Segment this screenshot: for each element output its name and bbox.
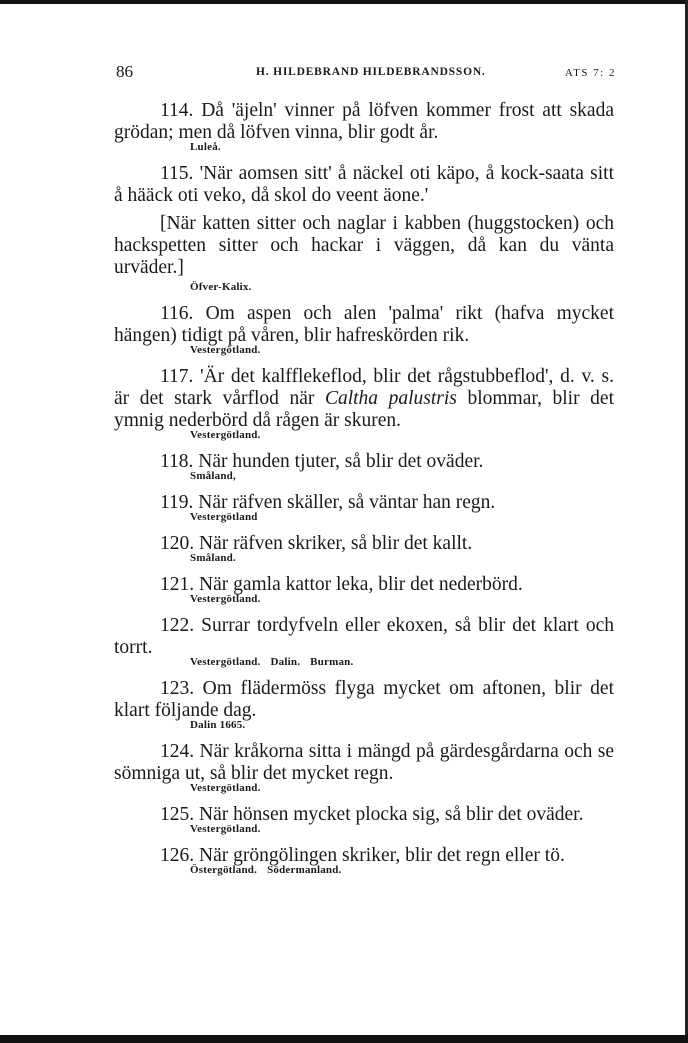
entry-source: Vestergötland. bbox=[190, 656, 261, 668]
entry-source: Vestergötland. bbox=[190, 782, 261, 794]
page-header bbox=[116, 62, 616, 86]
entry-source: Vestergötland. bbox=[190, 344, 261, 356]
signature-mark: ATS 7: 2 bbox=[564, 67, 616, 79]
entry-115-bracket bbox=[114, 213, 614, 294]
entry-source: Luleå. bbox=[190, 141, 221, 153]
entry-122 bbox=[114, 615, 614, 669]
entry-sources bbox=[190, 656, 614, 669]
entry-source: Vestergötland bbox=[190, 511, 258, 523]
entry-source: Småland, bbox=[190, 470, 236, 482]
entry-text: 116. Om aspen och alen 'palma' rikt (hafva mycket hängen) tidigt på våren, blir hafreskörden rik. bbox=[114, 303, 614, 346]
entry-124 bbox=[114, 741, 614, 795]
entry-source: Öfver-Kalix. bbox=[190, 281, 252, 293]
entry-text: 120. När räfven skriker, så blir det kallt. bbox=[160, 533, 473, 554]
entry-126 bbox=[114, 845, 614, 877]
page-body bbox=[114, 100, 614, 886]
entry-125 bbox=[114, 804, 614, 836]
entry-123 bbox=[114, 678, 614, 732]
entry-source: Vestergötland. bbox=[190, 593, 261, 605]
entry-text: 121. När gamla kattor leka, blir det nederbörd. bbox=[160, 574, 523, 595]
entry-text: 114. Då 'äjeln' vinner på löfven kommer frost att skada grödan; men då löfven vinna, blir godt år. bbox=[114, 100, 614, 143]
entry-source: Dalin. bbox=[270, 656, 301, 668]
page-number: 86 bbox=[116, 62, 133, 81]
entry-source: Dalin 1665. bbox=[190, 719, 246, 731]
entry-text: 123. Om flädermöss flyga mycket om aftonen, blir det klart följande dag. bbox=[114, 678, 614, 721]
entry-source: Småland. bbox=[190, 552, 236, 564]
entry-text: 115. 'När aomsen sitt' å näckel oti käpo, å kock-saata sitt å hääck oti veko, då skol do veent äone.' bbox=[114, 163, 614, 206]
scan-border-top bbox=[0, 0, 688, 4]
entry-114 bbox=[114, 100, 614, 154]
entry-text-part: blommar, blir det ymnig nederbörd då rågen är skuren. bbox=[114, 388, 614, 431]
entry-text: 118. När hunden tjuter, så blir det oväder. bbox=[160, 451, 484, 472]
entry-text: 124. När kråkorna sitta i mängd på gärdesgårdarna och se sömniga ut, så blir det mycket regn. bbox=[114, 741, 614, 784]
entry-115 bbox=[114, 163, 614, 207]
species-name: Caltha palustris bbox=[324, 388, 457, 409]
entry-source: Östergötland. bbox=[190, 864, 258, 876]
entry-text: [När katten sitter och naglar i kabben (huggstocken) och hackspetten sitter och hackar i väggen, då kan du vänta urväder.] bbox=[114, 213, 614, 278]
entry-118 bbox=[114, 451, 614, 483]
entry-text bbox=[114, 366, 614, 432]
entry-120 bbox=[114, 533, 614, 565]
entry-source: Södermanland. bbox=[267, 864, 342, 876]
entry-text-part: 117. 'Är det kalfflekeflod, blir det rågstubbeflod', d. v. s. är det stark vårflod när bbox=[114, 366, 614, 409]
entry-119 bbox=[114, 492, 614, 524]
entry-text: 125. När hönsen mycket plocka sig, så blir det oväder. bbox=[160, 804, 584, 825]
entry-source: Burman. bbox=[310, 656, 354, 668]
scan-border-bottom bbox=[0, 1035, 688, 1043]
entry-source: Vestergötland. bbox=[190, 429, 261, 441]
entry-text: 122. Surrar tordyfveln eller ekoxen, så blir det klart och torrt. bbox=[114, 615, 614, 658]
entry-source: Vestergötland. bbox=[190, 823, 261, 835]
entry-text: 119. När räfven skäller, så väntar han regn. bbox=[160, 492, 496, 513]
running-title: H. HILDEBRAND HILDEBRANDSSON. bbox=[256, 66, 486, 78]
entry-121 bbox=[114, 574, 614, 606]
entry-117 bbox=[114, 366, 614, 442]
entry-116 bbox=[114, 303, 614, 357]
entry-text: 126. När gröngölingen skriker, blir det regn eller tö. bbox=[160, 845, 565, 866]
